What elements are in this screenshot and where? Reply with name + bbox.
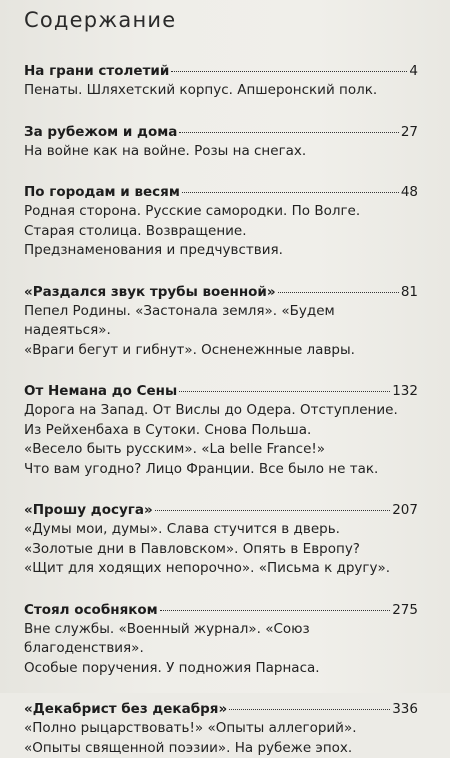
toc-entry-heading <box>24 601 418 620</box>
section-list-line: «Опыты священной поэзии». На рубеже эпох. <box>24 739 418 758</box>
section-list-line: На войне как на войне. Розы на снегах. <box>24 142 418 162</box>
toc-entry <box>24 700 418 758</box>
section-list-line: «Весело быть русским». «La belle France!» <box>24 440 418 460</box>
section-list-line: Особые поручения. У подножия Парнаса. <box>24 659 418 679</box>
table-of-contents <box>24 62 418 758</box>
chapter-title: «Декабрист без декабря» <box>24 700 227 719</box>
dot-leader <box>179 391 390 392</box>
toc-entry <box>24 601 418 679</box>
toc-entry-heading <box>24 123 418 142</box>
page-number: 336 <box>392 700 418 719</box>
dot-leader <box>160 610 391 611</box>
section-list-line: Пенаты. Шляхетский корпус. Апшеронский полк. <box>24 81 418 101</box>
toc-entry <box>24 62 418 101</box>
section-list-line: Родная сторона. Русские самородки. По Волге. <box>24 202 418 222</box>
chapter-title: «Раздался звук трубы военной» <box>24 283 276 302</box>
dot-leader <box>179 132 398 133</box>
dot-leader <box>171 71 407 72</box>
chapter-title: По городам и весям <box>24 183 180 202</box>
section-list-line: «Щит для ходящих непорочно». «Письма к другу». <box>24 559 418 579</box>
section-list-line: Дорога на Запад. От Вислы до Одера. Отступление. <box>24 401 418 421</box>
section-list-line: Из Рейхенбаха в Сутоки. Снова Польша. <box>24 421 418 441</box>
toc-entry <box>24 183 418 261</box>
toc-entry-heading <box>24 501 418 520</box>
toc-entry-heading <box>24 62 418 81</box>
section-list-line: «Думы мои, думы». Слава стучится в дверь. <box>24 520 418 540</box>
chapter-title: «Прошу досуга» <box>24 501 153 520</box>
section-list-line: Старая столица. Возвращение. <box>24 222 418 242</box>
section-list-line: Что вам угодно? Лицо Франции. Все было не так. <box>24 460 418 480</box>
toc-entry <box>24 283 418 361</box>
section-list-line: «Враги бегут и гибнут». Осненежнные лавры. <box>24 341 418 361</box>
section-list-line: «Полно рыцарствовать!» «Опыты аллегорий». <box>24 719 418 739</box>
page-number: 48 <box>401 183 418 202</box>
section-list-line: «Золотые дни в Павловском». Опять в Европу? <box>24 540 418 560</box>
dot-leader <box>182 192 399 193</box>
chapter-title: За рубежом и дома <box>24 123 177 142</box>
toc-entry <box>24 123 418 162</box>
section-list-line: Пепел Родины. «Застонала земля». «Будем надеяться». <box>24 302 418 341</box>
toc-entry <box>24 382 418 479</box>
section-list-line: Предзнаменования и предчувствия. <box>24 241 418 261</box>
chapter-title: На грани столетий <box>24 62 169 81</box>
chapter-title: Стоял особняком <box>24 601 158 620</box>
page-number: 207 <box>392 501 418 520</box>
chapter-title: От Немана до Сены <box>24 382 177 401</box>
page-number: 275 <box>392 601 418 620</box>
dot-leader <box>278 292 399 293</box>
page-number: 4 <box>409 62 418 81</box>
dot-leader <box>229 709 390 710</box>
section-list-line: Вне службы. «Военный журнал». «Союз благоденствия». <box>24 620 418 659</box>
page-number: 132 <box>392 382 418 401</box>
page-number: 27 <box>401 123 418 142</box>
toc-entry <box>24 501 418 579</box>
toc-entry-heading <box>24 283 418 302</box>
page-number: 81 <box>401 283 418 302</box>
toc-entry-heading <box>24 183 418 202</box>
dot-leader <box>155 510 391 511</box>
page-title: Содержание <box>24 8 418 32</box>
toc-entry-heading <box>24 382 418 401</box>
toc-entry-heading <box>24 700 418 719</box>
